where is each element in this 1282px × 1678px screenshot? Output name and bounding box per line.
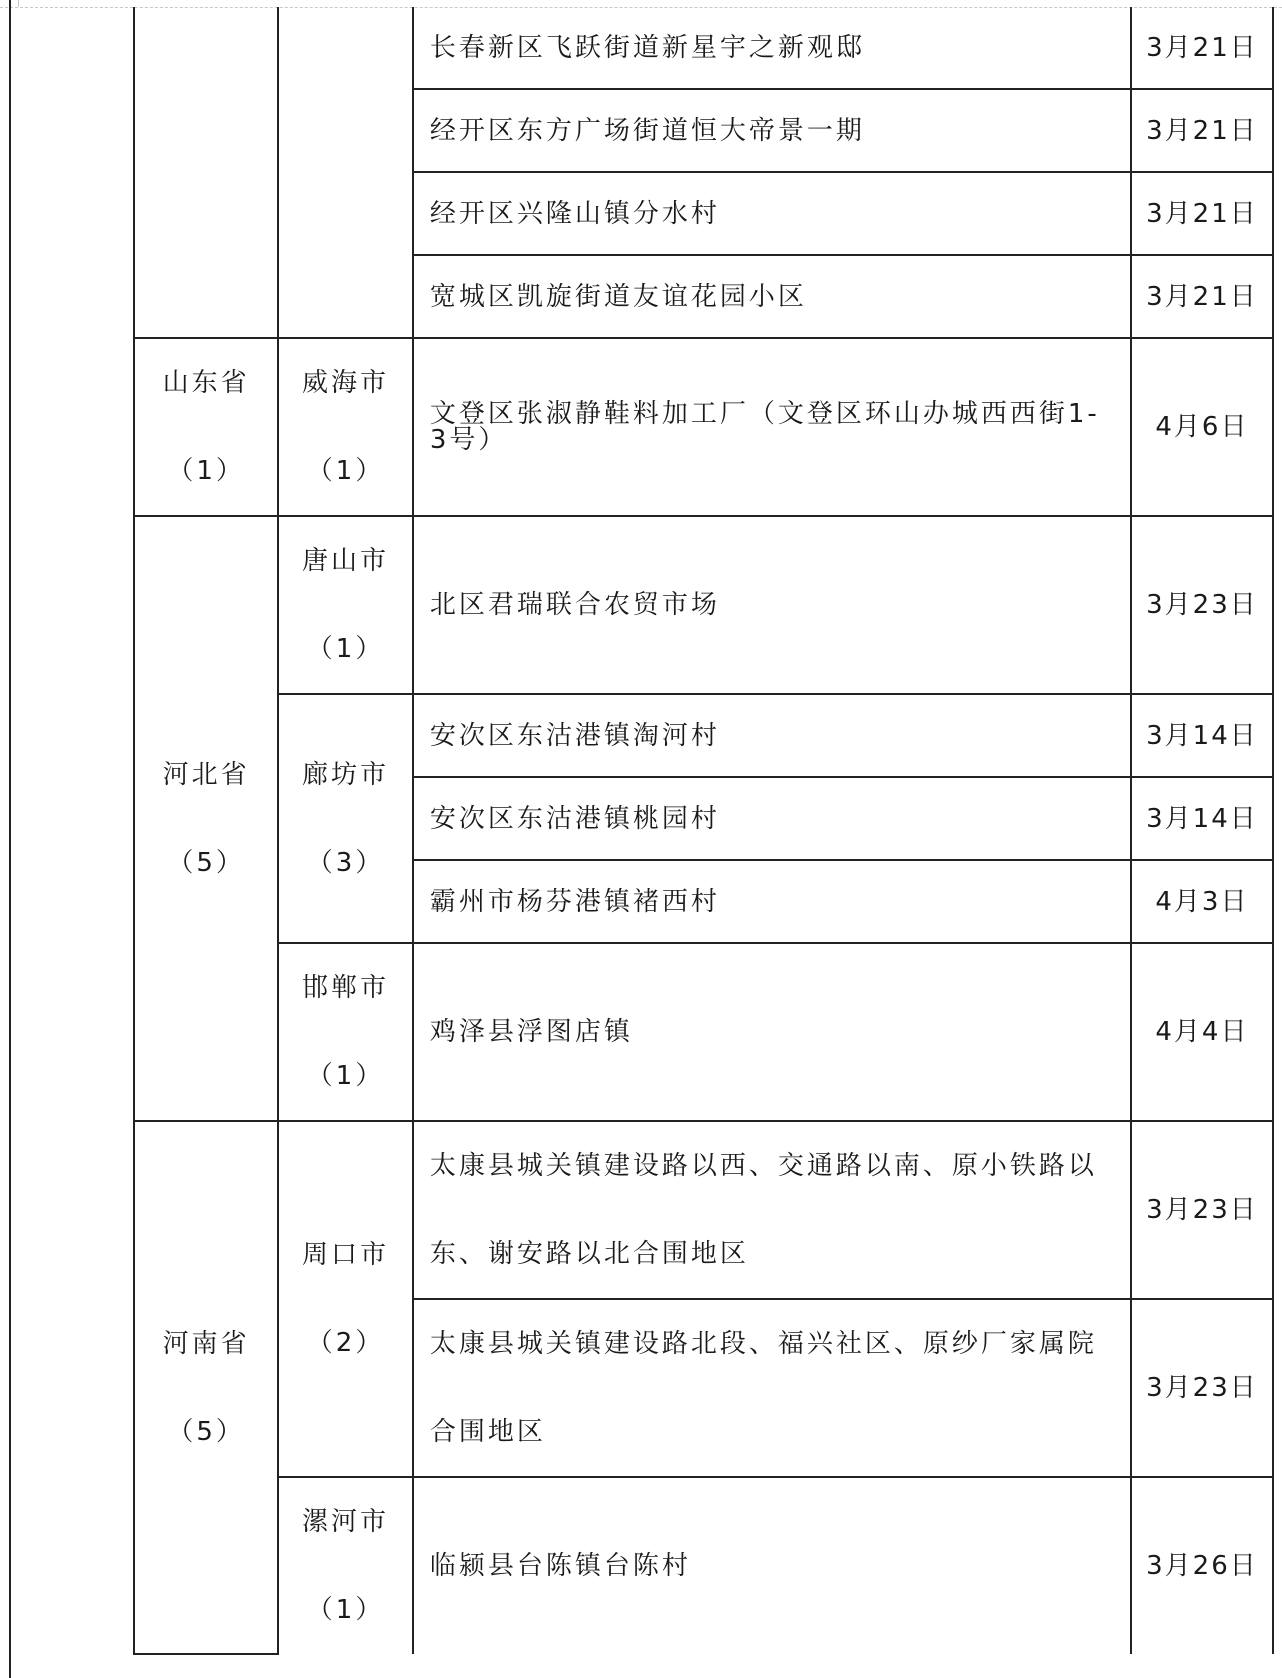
location-cell: 安次区东沽港镇桃园村 — [413, 777, 1131, 860]
date-cell: 3月14日 — [1131, 777, 1273, 860]
table-row — [134, 7, 1273, 89]
location-cell: 北区君瑞联合农贸市场 — [413, 516, 1131, 694]
date-cell: 3月21日 — [1131, 89, 1273, 172]
table-row — [134, 1121, 1273, 1299]
province-name: 山东省 — [162, 368, 250, 398]
city-count: （2） — [306, 1328, 385, 1358]
location-cell: 临颍县台陈镇台陈村 — [413, 1477, 1131, 1654]
province-count: （5） — [167, 847, 245, 878]
date-cell: 3月14日 — [1131, 694, 1273, 777]
city-count: （3） — [306, 847, 385, 878]
date-cell: 3月21日 — [1131, 255, 1273, 338]
city-name: 廊坊市 — [302, 759, 390, 790]
date-cell: 3月26日 — [1131, 1477, 1273, 1654]
city-name: 周口市 — [302, 1240, 390, 1270]
table-row — [134, 338, 1273, 516]
province-cell-henan — [134, 1121, 278, 1654]
province-name: 河南省 — [162, 1328, 250, 1359]
city-name: 漯河市 — [302, 1507, 390, 1537]
province-cell-shandong — [134, 338, 278, 516]
city-cell-handan — [278, 943, 413, 1121]
city-cell-weihai — [278, 338, 413, 516]
province-count: （5） — [167, 1416, 245, 1447]
location-cell: 宽城区凯旋街道友谊花园小区 — [413, 255, 1131, 338]
table-row — [134, 516, 1273, 694]
table-row — [134, 1477, 1273, 1654]
date-cell: 3月23日 — [1131, 516, 1273, 694]
city-name: 威海市 — [302, 368, 390, 398]
city-name: 唐山市 — [302, 546, 390, 576]
location-cell: 太康县城关镇建设路以西、交通路以南、原小铁路以东、谢安路以北合围地区 — [413, 1121, 1131, 1299]
location-cell: 文登区张淑静鞋料加工厂（文登区环山办城西西街1-3号） — [413, 338, 1131, 516]
date-cell: 4月4日 — [1131, 943, 1273, 1121]
date-cell: 3月23日 — [1131, 1299, 1273, 1477]
location-cell: 霸州市杨芬港镇褚西村 — [413, 860, 1131, 943]
location-cell: 太康县城关镇建设路北段、福兴社区、原纱厂家属院合围地区 — [413, 1299, 1131, 1477]
risk-area-table — [133, 7, 1274, 1655]
city-cell-continued — [278, 7, 413, 338]
province-cell-continued — [134, 7, 278, 338]
province-cell-hebei — [134, 516, 278, 1121]
date-cell: 3月21日 — [1131, 172, 1273, 255]
city-count: （1） — [306, 634, 385, 664]
province-name: 河北省 — [162, 759, 250, 790]
date-cell: 3月21日 — [1131, 7, 1273, 89]
date-cell: 4月6日 — [1131, 338, 1273, 516]
city-cell-tangshan — [278, 516, 413, 694]
city-cell-luohe — [278, 1477, 413, 1654]
location-cell: 经开区东方广场街道恒大帝景一期 — [413, 89, 1131, 172]
location-cell: 长春新区飞跃街道新星宇之新观邸 — [413, 7, 1131, 89]
location-cell: 经开区兴隆山镇分水村 — [413, 172, 1131, 255]
province-count: （1） — [167, 456, 245, 486]
city-cell-zhoukou — [278, 1121, 413, 1477]
outer-table-border — [9, 0, 11, 1678]
date-cell: 3月23日 — [1131, 1121, 1273, 1299]
table-row — [134, 694, 1273, 777]
city-count: （1） — [306, 1061, 385, 1091]
location-cell: 鸡泽县浮图店镇 — [413, 943, 1131, 1121]
table-row — [134, 943, 1273, 1121]
location-cell: 安次区东沽港镇淘河村 — [413, 694, 1131, 777]
city-count: （1） — [306, 1595, 385, 1625]
city-count: （1） — [306, 456, 385, 486]
date-cell: 4月3日 — [1131, 860, 1273, 943]
city-name: 邯郸市 — [302, 973, 390, 1003]
city-cell-langfang — [278, 694, 413, 943]
